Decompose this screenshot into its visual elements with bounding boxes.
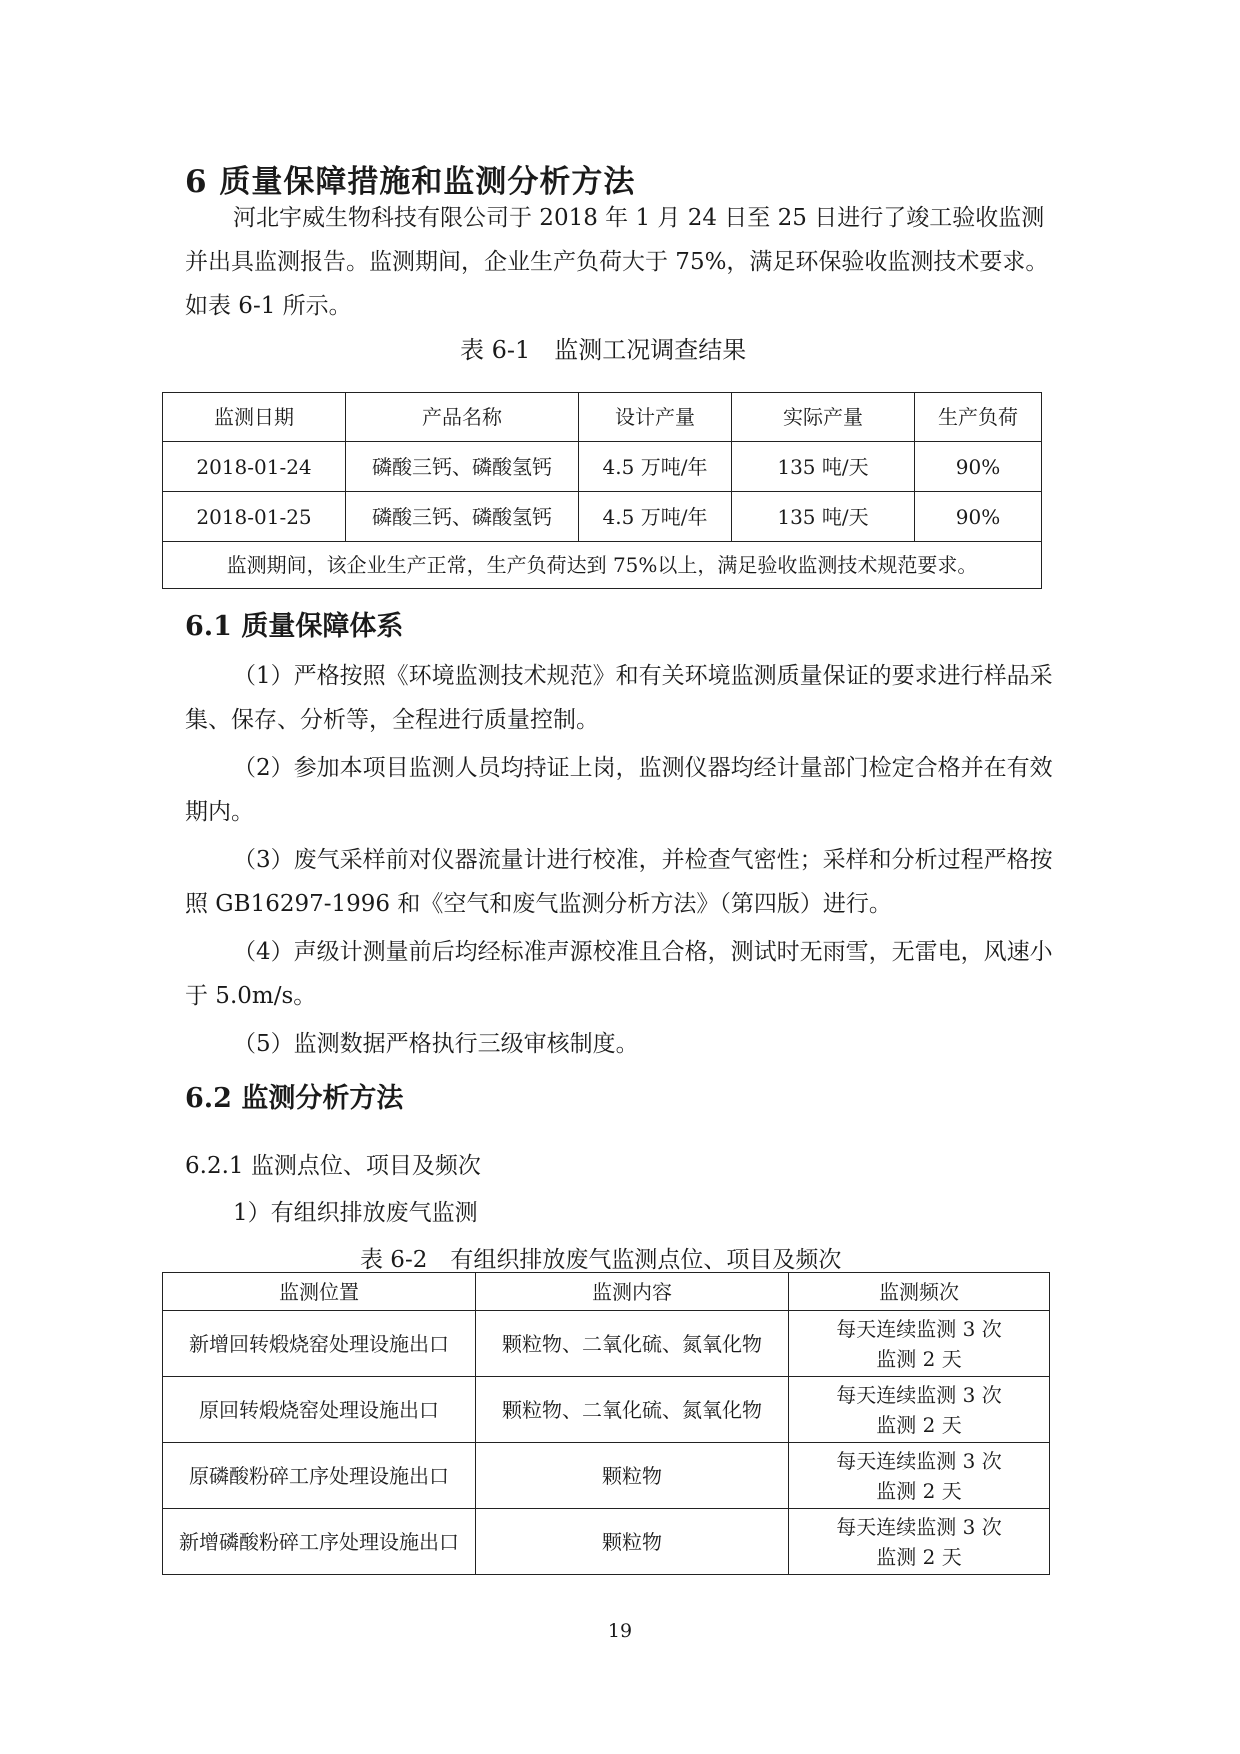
table2-header-cell: 监测位置 [163,1273,476,1311]
table2-header-cell: 监测频次 [789,1273,1050,1311]
table2-header-row [163,1273,1050,1311]
table-cell: 原磷酸粉碎工序处理设施出口 [163,1443,476,1509]
table-cell: 颗粒物、二氧化硫、氮氧化物 [476,1377,789,1443]
table-cell: 颗粒物 [476,1509,789,1575]
table-cell: 磷酸三钙、磷酸氢钙 [346,492,579,542]
table1-header-cell: 设计产量 [579,393,732,442]
table-row [163,1509,1050,1575]
subsection-item-1: 1）有组织排放废气监测 [233,1200,478,1226]
frequency-line: 监测 2 天 [876,1346,962,1371]
table-cell: 2018-01-25 [163,492,346,542]
table1-header-cell: 产品名称 [346,393,579,442]
table-cell: 90% [915,492,1042,542]
frequency-line: 监测 2 天 [876,1478,962,1503]
table-cell: 颗粒物 [476,1443,789,1509]
table-cell: 新增回转煅烧窑处理设施出口 [163,1311,476,1377]
frequency-line: 监测 2 天 [876,1544,962,1569]
section-6-2-title: 6.2 监测分析方法 [185,1083,404,1114]
table-cell [789,1509,1050,1575]
table-row [163,1377,1050,1443]
frequency-line: 每天连续监测 3 次 [836,1448,1002,1473]
table-cell: 135 吨/天 [732,442,915,492]
page-number: 19 [607,1620,633,1642]
table-cell: 新增磷酸粉碎工序处理设施出口 [163,1509,476,1575]
frequency-line: 每天连续监测 3 次 [836,1382,1002,1407]
table1-header-cell: 生产负荷 [915,393,1042,442]
table2-caption: 表 6-2 有组织排放废气监测点位、项目及频次 [360,1247,842,1273]
table-cell: 颗粒物、二氧化硫、氮氧化物 [476,1311,789,1377]
table-cell [789,1377,1050,1443]
subsection-6-2-1: 6.2.1 监测点位、项目及频次 [185,1153,481,1179]
table1-caption: 表 6-1 监测工况调查结果 [460,336,747,364]
table1-header-cell: 实际产量 [732,393,915,442]
table1-header-cell: 监测日期 [163,393,346,442]
section-6-1-title: 6.1 质量保障体系 [185,611,404,642]
table-cell: 2018-01-24 [163,442,346,492]
frequency-line: 监测 2 天 [876,1412,962,1437]
table-cell: 4.5 万吨/年 [579,492,732,542]
table-cell: 90% [915,442,1042,492]
intro-paragraph: 河北宇威生物科技有限公司于 2018 年 1 月 24 日至 25 日进行了竣工验收监测并出具监测报告。监测期间，企业生产负荷大于 75%，满足环保验收监测技术要求。如表 6-1 所示。 [185,205,1049,319]
quality-item-4: （4）声级计测量前后均经标准声源校准且合格，测试时无雨雪，无雷电，风速小于 5.0m/s。 [185,939,1053,1009]
quality-item-2: （2）参加本项目监测人员均持证上岗，监测仪器均经计量部门检定合格并在有效期内。 [185,755,1053,825]
table2 [162,1272,1050,1575]
table1-header-row [163,393,1042,442]
table-cell: 135 吨/天 [732,492,915,542]
table-cell [789,1311,1050,1377]
table1 [162,392,1042,589]
quality-item-3: （3）废气采样前对仪器流量计进行校准，并检查气密性；采样和分析过程严格按照 GB16297-1996 和《空气和废气监测分析方法》（第四版）进行。 [185,847,1053,917]
table-row [163,492,1042,542]
table-row [163,1443,1050,1509]
table1-note-row [163,542,1042,589]
table-cell [789,1443,1050,1509]
table-cell: 磷酸三钙、磷酸氢钙 [346,442,579,492]
page-heading: 6 质量保障措施和监测分析方法 [185,164,636,200]
quality-item-1: （1）严格按照《环境监测技术规范》和有关环境监测质量保证的要求进行样品采集、保存、分析等，全程进行质量控制。 [185,663,1053,733]
table-row [163,1311,1050,1377]
table-row [163,442,1042,492]
frequency-line: 每天连续监测 3 次 [836,1316,1002,1341]
table-cell: 4.5 万吨/年 [579,442,732,492]
table1-note: 监测期间，该企业生产正常，生产负荷达到 75%以上，满足验收监测技术规范要求。 [163,542,1042,589]
table-cell: 原回转煅烧窑处理设施出口 [163,1377,476,1443]
quality-item-5: （5）监测数据严格执行三级审核制度。 [233,1031,639,1057]
table2-header-cell: 监测内容 [476,1273,789,1311]
frequency-line: 每天连续监测 3 次 [836,1514,1002,1539]
